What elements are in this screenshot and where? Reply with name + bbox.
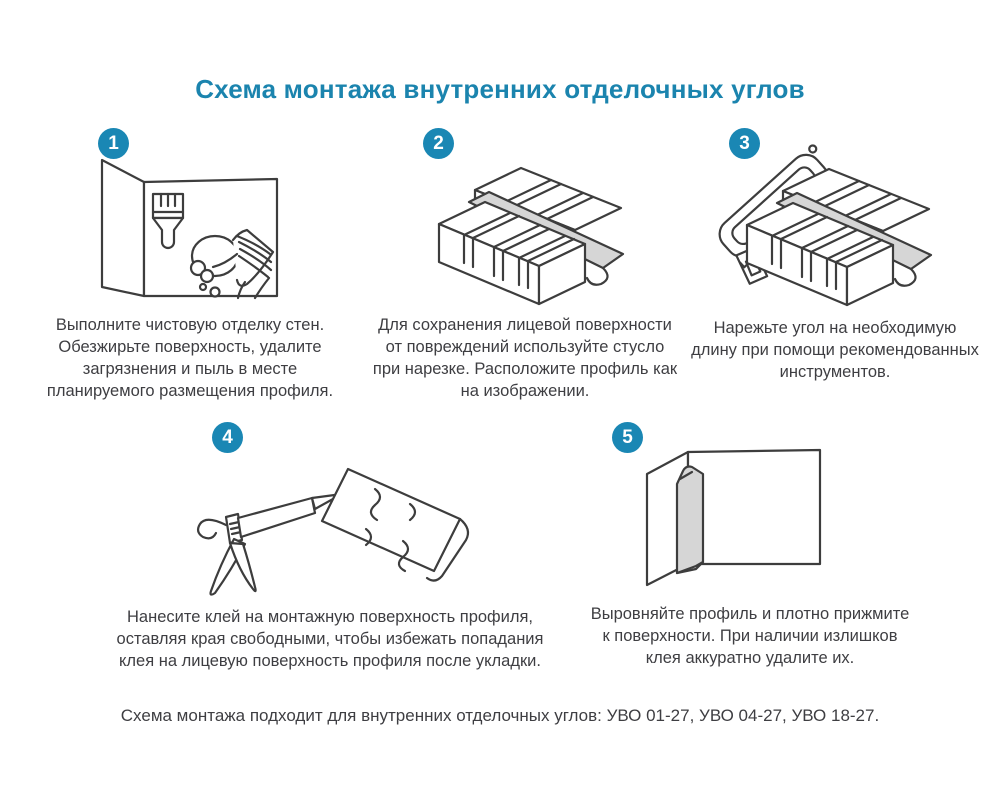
step-number: 4 <box>222 427 233 448</box>
step-number: 5 <box>622 427 633 448</box>
wall-corner-cleaning-illustration <box>87 156 292 308</box>
hacksaw-and-miter-box-illustration <box>695 133 970 315</box>
step-3 <box>690 128 980 418</box>
step-3-caption: Нарежьте угол на необходимую длину при помощи рекомендованных инструментов. <box>691 319 979 381</box>
step-4 <box>115 422 545 702</box>
miter-box-with-profile-illustration <box>425 146 660 314</box>
installed-corner-profile-illustration <box>630 442 870 604</box>
step-1 <box>35 128 345 418</box>
step-4-caption: Нанесите клей на монтажную поверхность профиля, оставляя края свободными, чтобы избежать попадания клея на лицевую поверхность профиля после укладки. <box>116 608 544 670</box>
glue-gun-and-profile-illustration <box>170 447 515 607</box>
footer-compatibility-note: Схема монтажа подходит для внутренних отделочных углов: УВО 01-27, УВО 04-27, УВО 18-27. <box>120 706 880 725</box>
page-title: Схема монтажа внутренних отделочных углов <box>195 74 805 104</box>
step-number: 1 <box>108 133 119 154</box>
installed-profile-strip <box>677 467 703 574</box>
step-2 <box>370 128 680 418</box>
left-wall <box>102 160 144 296</box>
step-1-number-badge <box>98 128 129 159</box>
step-5 <box>585 422 915 702</box>
step-5-caption: Выровняйте профиль и плотно прижмите к поверхности. При наличии излишков клея аккуратно удалите их. <box>590 605 910 667</box>
right-wall <box>688 450 820 564</box>
step-number: 3 <box>739 133 750 154</box>
step-1-caption: Выполните чистовую отделку стен. Обезжирьте поверхность, удалите загрязнения и пыль в месте планируемого размещения профиля. <box>46 316 334 400</box>
profile-sheet-with-glue <box>322 469 468 581</box>
step-2-caption: Для сохранения лицевой поверхности от повреждений используйте стусло при нарезке. Расположите профиль как на изображении. <box>372 316 678 400</box>
step-number: 2 <box>433 133 444 154</box>
caulking-gun-icon <box>198 494 342 595</box>
